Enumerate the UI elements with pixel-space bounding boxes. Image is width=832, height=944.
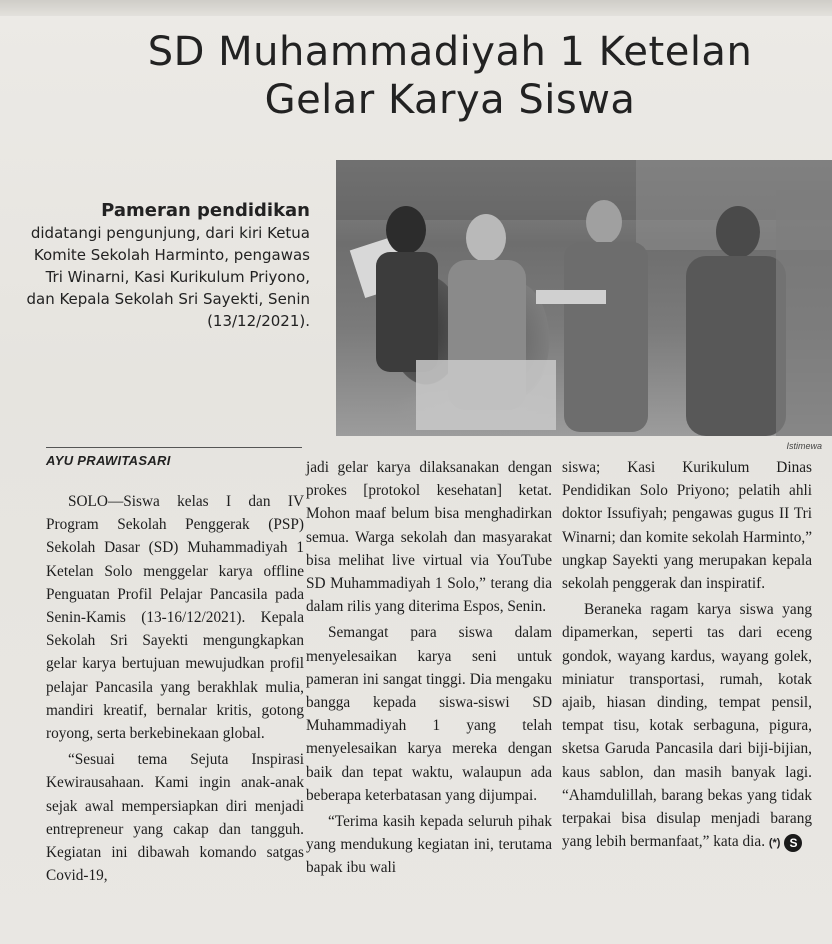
- article-column-1: [46, 490, 304, 887]
- caption-body: didatangi pengunjung, dari kiri Ketua Komite Sekolah Harminto, pengawas Tri Winarni, Kasi Kurikulum Priyono, dan Kepala Sekolah Sri Sayekti, Senin (13/12/2021).: [26, 224, 310, 330]
- news-photo: [336, 160, 832, 436]
- caption-title: Pameran pendidikan: [101, 200, 310, 221]
- end-mark: (*): [768, 837, 781, 850]
- article-column-3: [562, 456, 812, 855]
- headline-line-2: Gelar Karya Siswa: [264, 77, 636, 123]
- photo-illustration: [336, 160, 832, 436]
- paragraph: Semangat para siswa dalam menyelesaikan karya seni untuk pameran ini sangat tinggi. Dia mengaku bangga kepada siswa-siswi SD Muhammadiyah 1 yang telah menyelesaikan karya mereka dengan baik dan tepat waktu, walaupun ada beberapa keterbatasan yang dijumpai.: [306, 624, 552, 804]
- author-rule: [46, 447, 302, 448]
- paragraph: “Terima kasih kepada seluruh pihak yang mendukung kegiatan ini, terutama bapak ibu wali: [306, 813, 552, 877]
- headline: [120, 28, 780, 124]
- paragraph: jadi gelar karya dilaksanakan dengan prokes [protokol kesehatan] ketat. Mohon maaf belum bisa menghadirkan semua. Warga sekolah dan masyarakat bisa melihat live virtual via YouTube SD Muhammadiyah 1 Solo,” terang dia dalam rilis yang diterima Espos, Senin.: [306, 459, 552, 616]
- author-byline: AYU PRAWITASARI: [46, 453, 171, 468]
- photo-caption: [20, 200, 310, 332]
- paragraph: [562, 598, 812, 855]
- paragraph: “Sesuai tema Sejuta Inspirasi Kewirausahaan. Kami ingin anak-anak sejak awal mempersiapkan diri menjadi entrepreneur yang cakap dan tangguh. Kegiatan ini dibawah komando satgas Covid-19,: [46, 751, 304, 885]
- photo-credit: Istimewa: [786, 441, 822, 451]
- paragraph-text: Beraneka ragam karya siswa yang dipamerkan, seperti tas dari eceng gondok, wayang kardus, wayang golek, miniatur transportasi, rumah, kotak ajaib, hiasan dinding, tempat pensil, tempat tisu, kotak serbaguna, pigura, sketsa Garuda Pancasila dari biji-bijian, kaus sablon, dan masih banyak lagi. “Ahamdulillah, barang bekas yang tidak terpakai bisa disulap menjadi barang yang lebih bermanfaat,” kata dia.: [562, 601, 812, 851]
- headline-line-1: SD Muhammadiyah 1 Ketelan: [147, 29, 753, 75]
- article-column-2: [306, 456, 552, 880]
- paragraph: siswa; Kasi Kurikulum Dinas Pendidikan Solo Priyono; pelatih ahli doktor Issufiyah; pengawas gugus II Tri Winarni; dan komite sekolah Harminto,” ungkap Sayekti yang merupakan kepala sekolah penggerak dan inspiratif.: [562, 459, 812, 593]
- publication-logo-icon: S: [784, 834, 802, 852]
- paragraph: SOLO—Siswa kelas I dan IV Program Sekolah Penggerak (PSP) Sekolah Dasar (SD) Muhammadiyah 1 Ketelan Solo menggelar karya offline Penguatan Profil Pelajar Pancasila pada Senin-Kamis (13-16/12/2021). Kepala Sekolah Sri Sayekti mengungkapkan gelar karya bertujuan mewujudkan profil pelajar Pancasila yang berakhlak mulia, mandiri kreatif, bernalar kritis, gotong royong, serta berkebinekaan global.: [46, 493, 304, 743]
- top-edge-strip: [0, 0, 832, 16]
